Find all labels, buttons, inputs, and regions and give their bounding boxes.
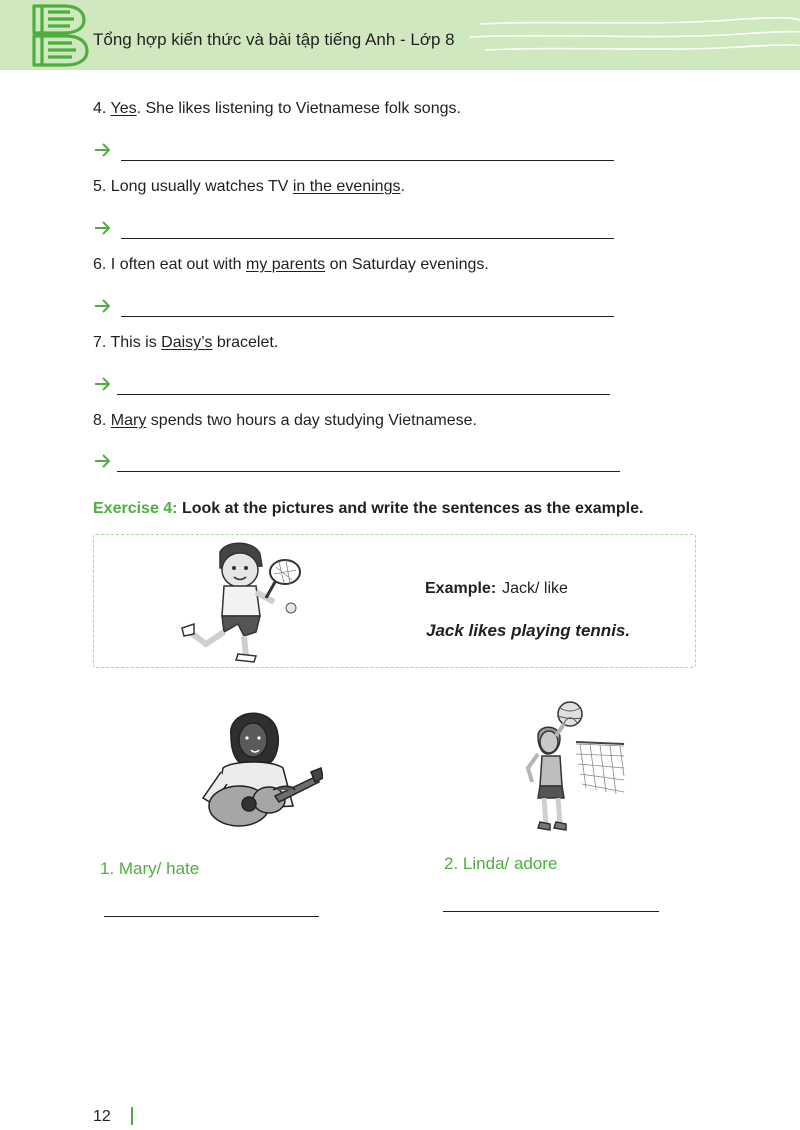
question-text-pre: This is <box>110 334 162 351</box>
blank-line[interactable] <box>121 316 614 317</box>
question-text-pre: Long usually watches TV <box>110 178 293 195</box>
exercise-4-title <box>93 500 643 518</box>
exercise-label: Exercise 4: <box>93 500 178 517</box>
underlined-word: Daisy’s <box>161 334 213 351</box>
right-arrow-icon <box>93 218 113 238</box>
question-text-post: bracelet. <box>212 334 279 351</box>
question-text-post: spends two hours a day studying Vietnamese. <box>146 412 477 429</box>
girl-playing-volleyball-picture <box>520 696 625 834</box>
question-6 <box>93 256 489 274</box>
question-number: 7. <box>93 334 107 351</box>
decorative-lines <box>470 0 800 70</box>
underlined-word: in the evenings <box>292 178 401 195</box>
question-number: 5. <box>93 178 107 195</box>
task-2-prompt: 2. Linda/ adore <box>444 854 558 873</box>
book-stack-logo <box>30 2 90 68</box>
blank-line[interactable] <box>117 394 610 395</box>
example-answer: Jack likes playing tennis. <box>426 621 631 640</box>
blank-line[interactable] <box>121 160 614 161</box>
question-number: 6. <box>93 256 107 273</box>
right-arrow-icon <box>93 374 113 394</box>
example-prompt-row <box>425 580 568 598</box>
underlined-word: Mary <box>110 412 147 429</box>
question-number: 4. <box>93 100 107 117</box>
task-1-prompt: 1. Mary/ hate <box>100 859 200 878</box>
example-label: Example: <box>425 580 497 597</box>
page-header <box>0 0 800 70</box>
question-8 <box>93 412 477 430</box>
question-text-post: . <box>400 178 405 195</box>
question-7 <box>93 334 278 352</box>
question-text-post: on Saturday evenings. <box>325 256 489 273</box>
right-arrow-icon <box>93 140 113 160</box>
question-5 <box>93 178 405 196</box>
blank-line[interactable] <box>121 238 614 239</box>
question-number: 8. <box>93 412 107 429</box>
question-text-post: . She likes listening to Vietnamese folk songs. <box>136 100 461 117</box>
boy-playing-tennis-picture <box>180 540 310 665</box>
example-prompt: Jack/ like <box>502 580 568 597</box>
exercise-instruction: Look at the pictures and write the sentences as the example. <box>181 500 644 517</box>
blank-line[interactable] <box>117 471 620 472</box>
girl-playing-guitar-picture <box>193 706 323 834</box>
task-1-answer-line[interactable] <box>104 916 319 917</box>
task-2-answer-line[interactable] <box>443 911 659 912</box>
underlined-word: my parents <box>246 256 326 273</box>
page-number-divider <box>131 1107 133 1125</box>
underlined-word: Yes <box>110 100 137 117</box>
question-text-pre: I often eat out with <box>110 256 246 273</box>
header-title: Tổng hợp kiến thức và bài tập tiếng Anh - Lớp 8 <box>93 30 455 49</box>
right-arrow-icon <box>93 296 113 316</box>
right-arrow-icon <box>93 451 113 471</box>
question-4 <box>93 100 461 118</box>
page-number: 12 <box>93 1108 111 1125</box>
